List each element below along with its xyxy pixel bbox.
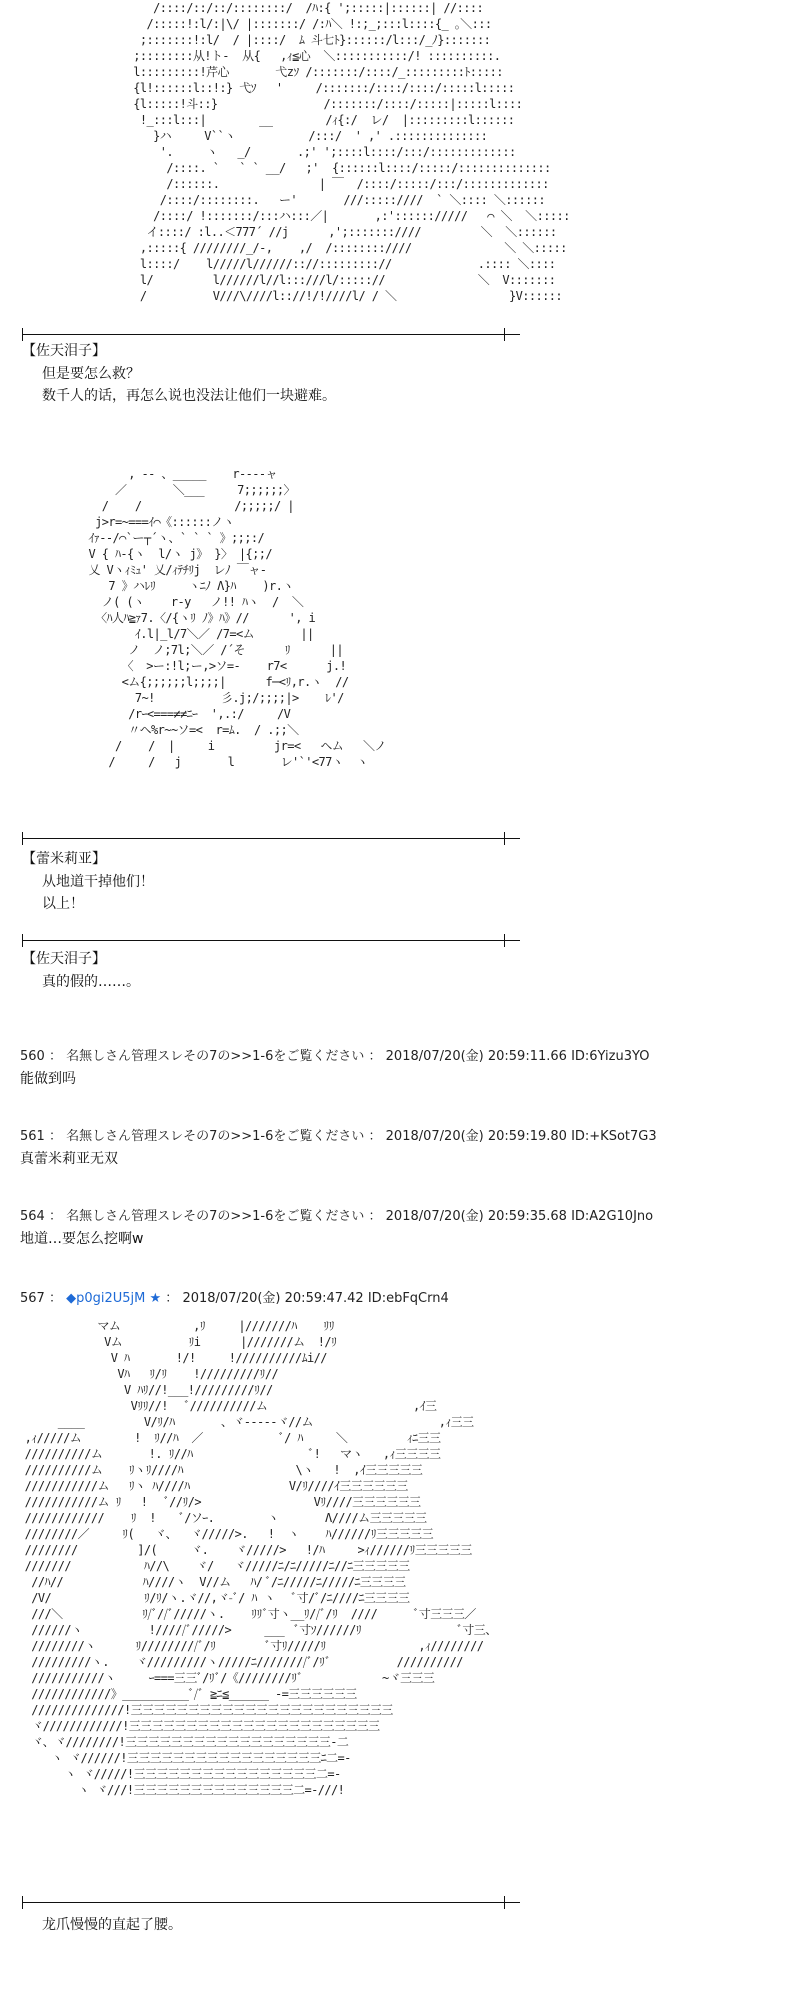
post-id: ID:+KSot7G3 (571, 1129, 657, 1144)
post-number: 567 (20, 1291, 45, 1306)
divider (22, 940, 520, 941)
dialogue-line: 数千人的话，再怎么说也没法让他们一块避难。 (42, 388, 336, 404)
post-date: 2018/07/20(金) 20:59:47.42 (182, 1291, 364, 1306)
author-post-header: 567 ： ◆p0gi2U5jM ★ ： 2018/07/20(金) 20:59:47.42 ID:ebFqCrn4 (20, 1291, 449, 1306)
post-header: 560 ： 名無しさん管理スレその7の>>1-6をご覧ください ： 2018/07/20(金) 20:59:11.66 ID:6Yizu3YO (20, 1049, 650, 1064)
post-number: 564 (20, 1209, 45, 1224)
post-author: 名無しさん管理スレその7の>>1-6をご覧ください (66, 1129, 365, 1144)
speaker-name: 【蕾米莉亚】 (22, 851, 106, 867)
post-header: 564 ： 名無しさん管理スレその7の>>1-6をご覧ください ： 2018/07/20(金) 20:59:35.68 ID:A2G10Jno (20, 1209, 654, 1224)
star-icon: ★ (149, 1291, 162, 1306)
post-date: 2018/07/20(金) 20:59:11.66 (385, 1049, 567, 1064)
ascii-art-ruiko: /::::/::/::/::::::::/ /ﾊ:{ ';:::::|::::::| //:::: /:::::!:l/:|\/ |:::::::/ /:ﾊ＼ !:;_;:::l::::{_ ｡＼::: ;:::::::!:l/ / |::::/ ﾑ 斗七ﾄ}::::::/l:::/_ﾉ}::::::: ;::::::::从!ト- 从{ ,ｨ≦心 ＼:::::::::::/! ::::::::::. l:::::::::!芹心 弋zｿ /:::::::/::::/_:::::::::ﾄ::::: {l!::::::l::!:} 弋ｿ ' /:::::::/::::/::::/:::::l::::: {l:::::!斗::} /:::::::/::::/:::::|:::::l:::: !_:::l:::| __ /ｨ{:/ レ/ |:::::::::l:::::: }ハ V``ヽ /:::/ ' ,' .:::::::::::::: '. ヽ _/ .;' ';::::l::::/:::/::::::::::::: /::::. ` ` ` __/ ;' {::::::l::::/:::::/:::::::::::::: /::::::. | ￣ /::::/:::::/:::/::::::::::::: /::::/::::::::. ー' ///::::://// ` ＼:::: ＼:::::: /::::/ !:::::::/:::ハ:::／| ,:'::::::///// ⌒ ＼ ＼::::: イ::::/ :l..＜777´ //j ,';::::::://// ＼ ＼:::::: ,:::::{ ////////_/-, ,/ /:::::::://// ＼ ＼::::: l::::/ l/////l//////:://:::::::::// .:::: ＼:::: l/ l//////l//l:::///l/:::::// ＼ V::::::: / V///\////l:://!/!////l/ / ＼ }V:::::: (133, 1, 570, 303)
post-date: 2018/07/20(金) 20:59:19.80 (385, 1129, 567, 1144)
dialogue-line: 但是要怎么救？ (42, 366, 140, 382)
post-body: 能做到吗 (20, 1071, 76, 1087)
post-author: 名無しさん管理スレその7の>>1-6をご覧ください (66, 1049, 365, 1064)
post-body: 地道…要怎么挖啊w (20, 1231, 144, 1247)
ascii-art-remilia: , -- 、_____ r‐‐‐-ャ ／ ＼___ 7;;;;;;〉 / / /;;;;;/ | j>r=~===ｲ⌒《::::::ノヽ ｲｧ--/⌒`ー┬´ヽ、` ` ` 》;;;:/ V { ﾊ-{ヽ l/ヽ j》 }〉 |{;;/ 乂 Vヽｨﾐｭ' 乂/ｨﾃﾁﾘj レﾉ ￣ャ- 7 》ハﾚﾘ ヽﾆﾉ Λ}ﾊ )r.ヽ ノ( (ヽ r-y ノ!! ﾊヽ / ＼ 〈ﾊ人ﾊ≧ｧ7.〈/{ヽﾘ ﾉ》ﾊ》// ', i ｲ.l|_l/7＼／ /7=<ム || ノ ノ;7l;＼／ /´そ ﾘ || 〈 >ー:!l;ー,>ソ=- r7< j.! <ム{;;;;;;l;;;;| f─<ﾘ,r.ヽ // 7~! 彡.j;/;;;;|> ﾚ'/ /rｰ<===≠≠ﾆｰ ',.:/ /V 〃ヘ%r~~ソ=< r=ﾑ. / .;;＼ / / | i jr=< ヘム ＼ノ / / j l レ'`'<77ヽ ヽ (88, 467, 386, 769)
post-id: ID:ebFqCrn4 (367, 1291, 449, 1306)
ascii-art-dragon: マム ,ﾘ |///////ﾊ ﾘﾘ Vム ﾘi |///////ム !/ﾘ V ﾊ !/! !//////////ﾑi// Vﾊ ﾘ/ﾘ !/////////ﾘ// V ﾊﾘ//!___!/////////ﾘ// Vﾘﾘ//! ﾞ//////////ム ,ｲ三 ____ V/ﾘ/ﾊ 、ヾ-----ヾ//ム ,ｨ三三 ,ｨ/////ム ! ﾘ//ﾊ ／ ﾞ/ ﾊ ＼ ｨﾆ三三 //////////ム !. ﾘ//ﾊ ﾞ! マヽ ,ｨ三三三三 //////////ム ﾘヽﾘ////ﾊ \ヽ ! ,ｲ三三三三三 ///////////ム ﾘヽ ﾊ////ﾊ V/ﾘ////ｲ三三三三三三 ///////////ム ﾘ ! ﾞ//ﾘ/> Vﾘ////三三三三三三 //////////// ﾘ ! ﾞ/ソｰ. ヽ Λ////ム三三三三三 ////////／ ﾘ( ヾ、 ヾ/////>. ! ヽ ﾊ//////ﾘ三三三三三 //////// ]/( ヾ. ヾ/////> !/ﾊ >ｨ//////ﾘ三三三三三 /////// ﾊ//\ ヾ/ ヾ/////ﾆ/ﾆ/////ﾆ//ﾆ三三三三三 //ﾊ// ﾊ////ヽ V//ム ﾊ/ ﾞ/ﾆ/////ﾆ/////ﾆ三三三三 /V/ ﾘ/ﾘ/ヽ.ヾ//,ヾ-ﾞ/ ﾊ ヽ ﾞ寸/ﾞ/ﾆ////ﾆ三三三三 ///＼ ﾘ/ﾞ//ﾞ/////ヽ. ﾘﾘﾞ寸ヽ__ﾘ//ﾞ/ﾘ //// ﾞ寸三三三／ //////ヽ !/////ﾞ/////> ___ ﾞ寸ｿ//////ﾘ ﾞ寸三、 ////////ヽ ﾘ/////////ﾞ/ﾘ ﾞ寸ﾘ/////ﾘ ,ｨ//////// /////////ヽ. ヾ/////////ヽ/////ﾆ////////ﾞ/ﾘﾞ ////////// ///////////ヽ ｰ===三三ﾞ/ﾘﾞ/《////////ﾘﾞ ~ヾ三三三 ////////////》__________ﾞ/ﾞ ≧ﾆ≦______ -=三三三三三三 //////////////!三三三三三三三三三三三三三三三三三三三三三三三 ヾ////////////!三三三三三三三三三三三三三三三三三三三三三三 ヾ、ヾ////////!三三三三三三三三三三三三三三三三三三-二 ヽ ヾ//////!三三三三三三三三三三三三三三三三三ﾆ二=- ヽ ヾ/////!三三三三三三三三三三三三三三三三二=- ヽ ヾ///!三三三三三三三三三三三三三三二=-///! (24, 1319, 497, 1797)
divider (22, 334, 520, 335)
post-body: 真蕾米莉亚无双 (20, 1151, 118, 1167)
post-header: 561 ： 名無しさん管理スレその7の>>1-6をご覧ください ： 2018/07/20(金) 20:59:19.80 ID:+KSot7G3 (20, 1129, 657, 1144)
dialogue-line: 以上！ (42, 896, 84, 912)
dialogue-line: 从地道干掉他们！ (42, 874, 154, 890)
post-number: 561 (20, 1129, 45, 1144)
narration-line: 龙爪慢慢的直起了腰。 (42, 1917, 182, 1933)
trip-code: ◆p0gi2U5jM (66, 1291, 146, 1306)
post-author: 名無しさん管理スレその7の>>1-6をご覧ください (66, 1209, 365, 1224)
post-id: ID:A2G10Jno (571, 1209, 654, 1224)
dialogue-line: 真的假的……。 (42, 974, 140, 990)
post-number: 560 (20, 1049, 45, 1064)
speaker-name: 【佐天泪子】 (22, 951, 106, 967)
post-id: ID:6Yizu3YO (571, 1049, 650, 1064)
post-date: 2018/07/20(金) 20:59:35.68 (385, 1209, 567, 1224)
speaker-name: 【佐天泪子】 (22, 343, 106, 359)
divider (22, 1902, 520, 1903)
divider (22, 838, 520, 839)
